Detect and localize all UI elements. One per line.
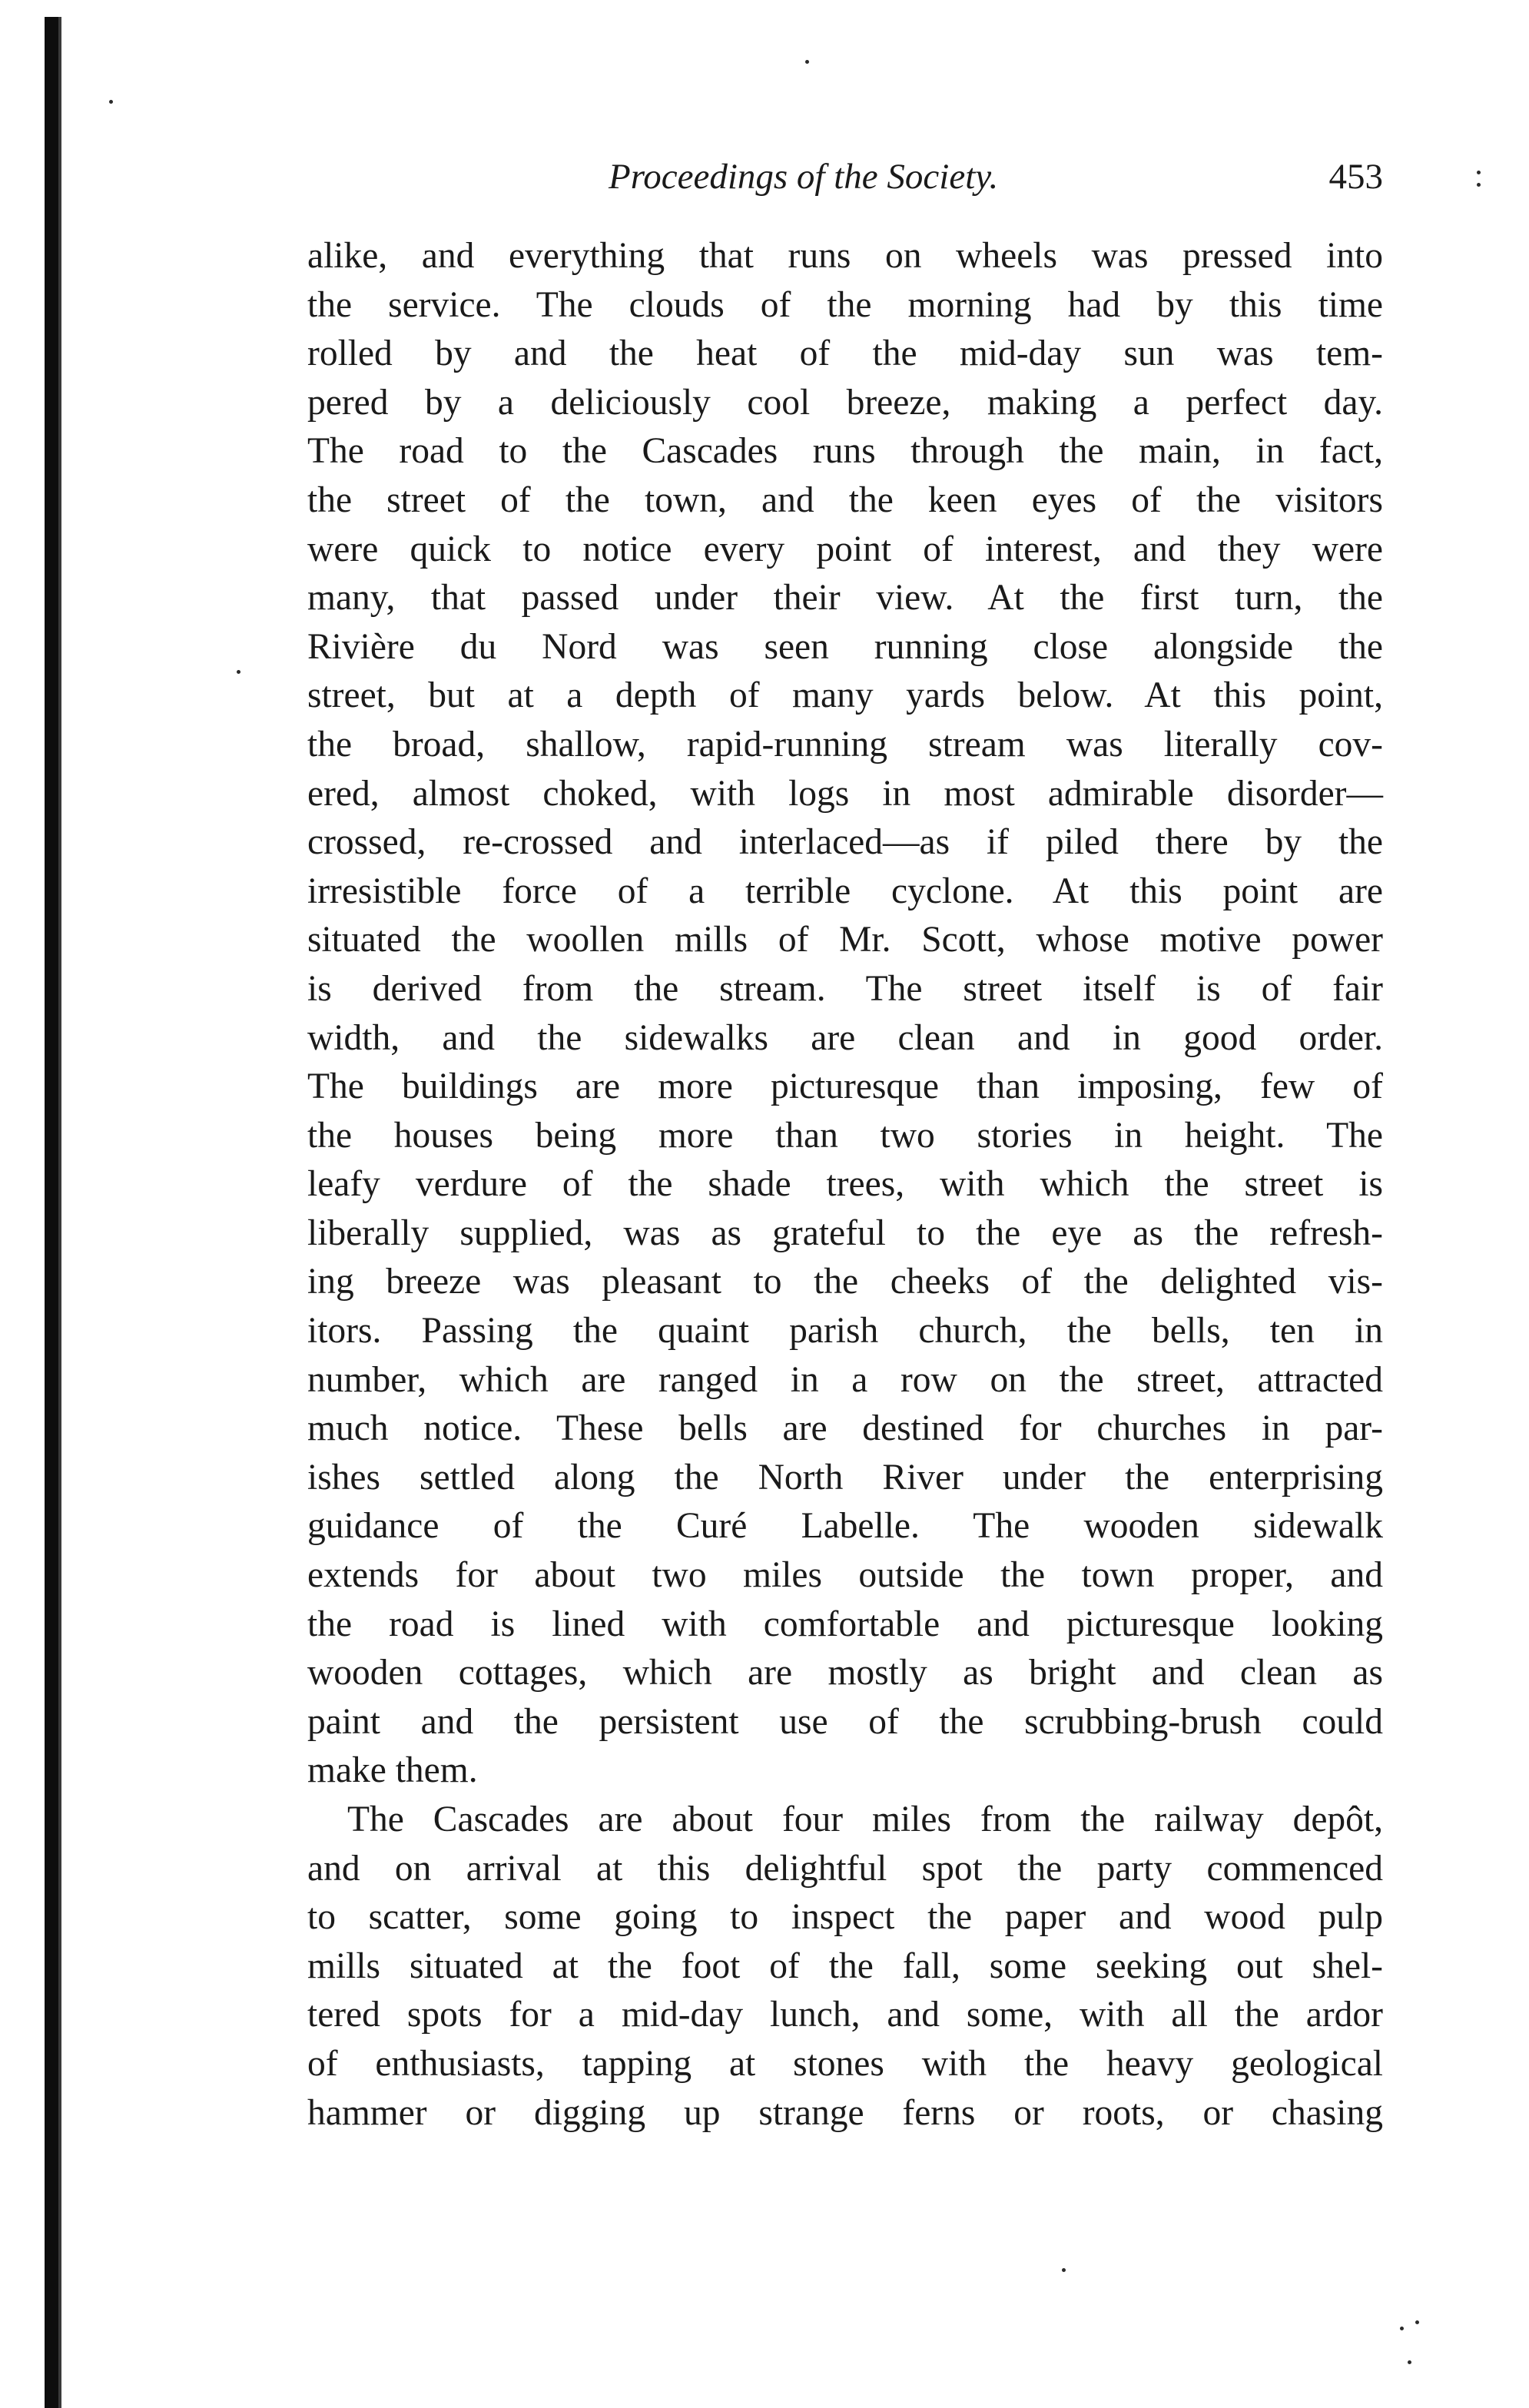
- text-line: tered spots for a mid-day lunch, and some, with all the ardor: [307, 1995, 1383, 2035]
- text-line: paint and the persistent use of the scrubbing-brush could: [307, 1701, 1383, 1742]
- text-line: the street of the town, and the keen eyes of the visitors: [307, 479, 1383, 520]
- text-line: ishes settled along the North River under the enterprising: [307, 1457, 1383, 1498]
- scan-speck: [1408, 2360, 1411, 2364]
- text-line: the service. The clouds of the morning had by this time: [307, 284, 1383, 325]
- text-line: alike, and everything that runs on wheels was pressed into: [307, 236, 1383, 276]
- text-line: were quick to notice every point of interest, and they were: [307, 529, 1383, 569]
- text-line: liberally supplied, was as grateful to the eye as the refresh-: [307, 1212, 1383, 1253]
- scan-speck: [1477, 183, 1481, 187]
- text-line: ing breeze was pleasant to the cheeks of the delighted vis-: [307, 1262, 1383, 1302]
- scan-speck: [237, 670, 240, 674]
- text-line: to scatter, some going to inspect the paper and wood pulp: [307, 1897, 1383, 1938]
- text-line: situated the woollen mills of Mr. Scott, whose motive power: [307, 920, 1383, 960]
- scan-speck: [1062, 2268, 1066, 2272]
- text-line: extends for about two miles outside the town proper, and: [307, 1555, 1383, 1596]
- page-number: 453: [1328, 157, 1383, 197]
- text-line: number, which are ranged in a row on the street, attracted: [307, 1359, 1383, 1400]
- text-line: wooden cottages, which are mostly as bright and clean as: [307, 1653, 1383, 1693]
- body-text: [307, 232, 1383, 2138]
- paragraph-end-line: make them.: [307, 1750, 478, 1791]
- text-line: ered, almost choked, with logs in most admirable disorder—: [307, 773, 1383, 814]
- text-line: pered by a deliciously cool breeze, making a perfect day.: [307, 382, 1383, 423]
- text-line: much notice. These bells are destined for churches in par-: [307, 1408, 1383, 1449]
- text-line: is derived from the stream. The street itself is of fair: [307, 968, 1383, 1009]
- scan-binding-shadow: [58, 17, 61, 2408]
- text-line: crossed, re-crossed and interlaced—as if piled there by the: [307, 822, 1383, 863]
- text-line: The road to the Cascades runs through the main, in fact,: [307, 431, 1383, 472]
- scan-speck: [1400, 2327, 1404, 2330]
- text-line: the road is lined with comfortable and picturesque looking: [307, 1604, 1383, 1644]
- scan-speck: [1415, 2320, 1419, 2324]
- text-line: the broad, shallow, rapid-running stream was literally cov-: [307, 724, 1383, 765]
- text-line: rolled by and the heat of the mid-day sun was tem-: [307, 333, 1383, 374]
- text-line: irresistible force of a terrible cyclone. At this point are: [307, 871, 1383, 911]
- text-line: width, and the sidewalks are clean and in good order.: [307, 1017, 1383, 1058]
- text-line: and on arrival at this delightful spot the party commenced: [307, 1848, 1383, 1889]
- scan-speck: [109, 100, 113, 104]
- text-line: the houses being more than two stories in height. The: [307, 1115, 1383, 1156]
- text-line: Rivière du Nord was seen running close alongside the: [307, 626, 1383, 667]
- page-header: [307, 154, 1383, 207]
- running-head: Proceedings of the Society.: [609, 157, 999, 197]
- text-line: itors. Passing the quaint parish church, the bells, ten in: [307, 1311, 1383, 1352]
- text-line: many, that passed under their view. At the first turn, the: [307, 578, 1383, 619]
- text-line: guidance of the Curé Labelle. The wooden sidewalk: [307, 1506, 1383, 1547]
- text-line: leafy verdure of the shade trees, with which the street is: [307, 1164, 1383, 1205]
- text-line: hammer or digging up strange ferns or roots, or chasing: [307, 2092, 1383, 2133]
- paragraph-start-line: The Cascades are about four miles from the railway depôt,: [347, 1799, 1383, 1839]
- text-line: mills situated at the foot of the fall, some seeking out shel-: [307, 1945, 1383, 1986]
- text-line: of enthusiasts, tapping at stones with the heavy geological: [307, 2043, 1383, 2084]
- scan-binding-edge: [45, 17, 58, 2408]
- text-line: The buildings are more picturesque than imposing, few of: [307, 1066, 1383, 1107]
- scan-speck: [1477, 171, 1481, 174]
- scan-speck: [805, 60, 809, 64]
- text-line: street, but at a depth of many yards below. At this point,: [307, 675, 1383, 716]
